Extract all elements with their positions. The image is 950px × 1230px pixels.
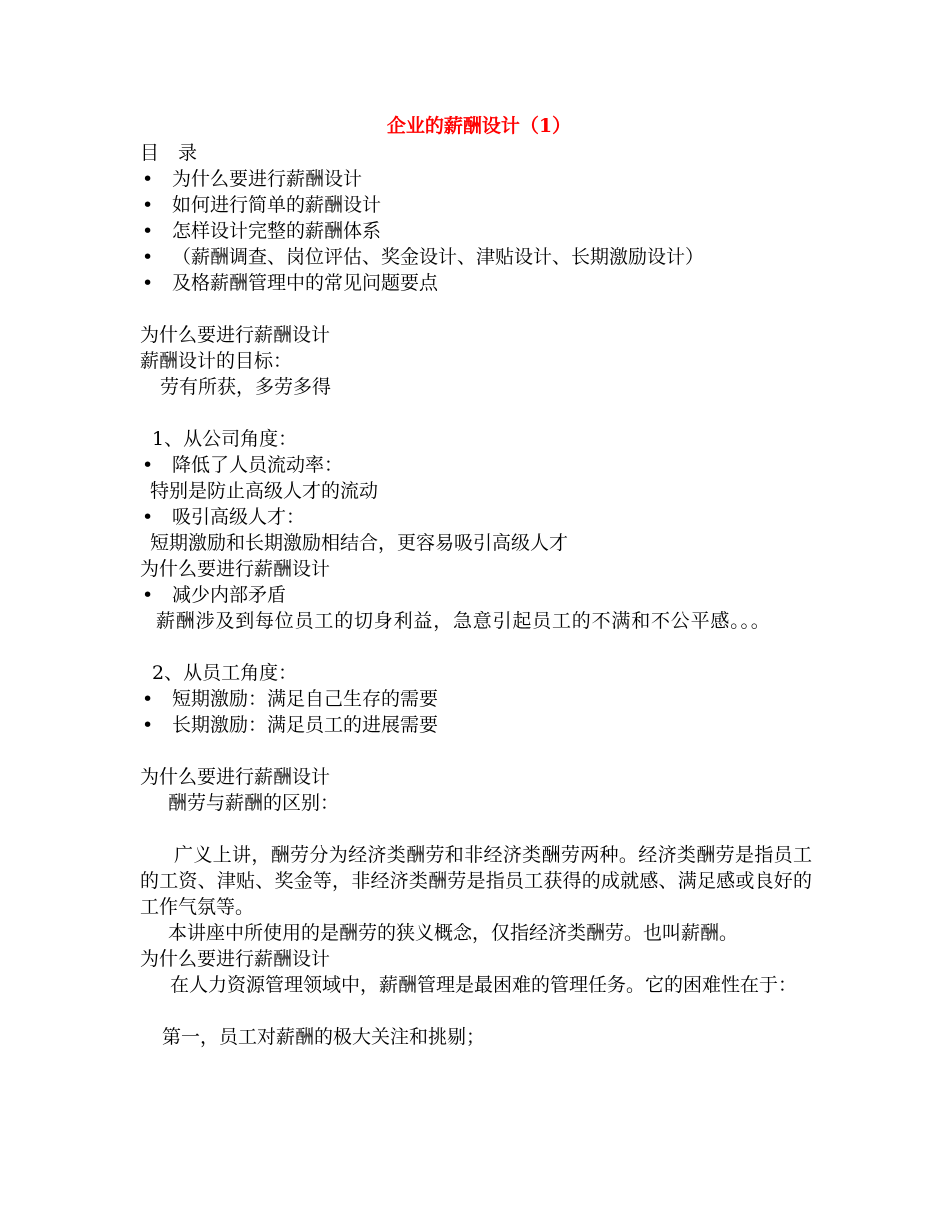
toc-item-text: 及格薪酬管理中的常见问题要点 — [172, 272, 439, 294]
section-subheading: 酬劳与薪酬的区别： — [168, 792, 340, 814]
bullet-icon: • — [142, 714, 154, 736]
paragraph: 第一，员工对薪酬的极大关注和挑剔； — [162, 1026, 486, 1048]
toc-item — [140, 166, 812, 192]
spacer — [140, 400, 812, 426]
bullet-icon: • — [142, 272, 154, 294]
toc-item — [140, 244, 812, 270]
list-item-text: 短期激励：满足自己生存的需要 — [172, 688, 439, 710]
employee-heading: 2、从员工角度： — [152, 662, 298, 684]
spacer — [140, 738, 812, 764]
spacer — [140, 998, 812, 1024]
bullet-icon: • — [142, 246, 154, 268]
bullet-icon: • — [142, 220, 154, 242]
bullet-icon: • — [142, 584, 154, 606]
toc-item-text: 如何进行简单的薪酬设计 — [172, 194, 382, 216]
toc-item — [140, 218, 812, 244]
section-heading: 为什么要进行薪酬设计 — [140, 948, 331, 970]
toc-item — [140, 192, 812, 218]
list-item-desc: 薪酬涉及到每位员工的切身利益，急意引起员工的不满和不公平感。。。 — [156, 610, 771, 632]
bullet-icon: • — [142, 688, 154, 710]
spacer — [140, 634, 812, 660]
list-item — [140, 504, 812, 530]
list-item — [140, 712, 812, 738]
goal-label: 薪酬设计的目标： — [140, 350, 293, 372]
section-heading: 为什么要进行薪酬设计 — [140, 324, 331, 346]
section-heading: 为什么要进行薪酬设计 — [140, 766, 331, 788]
spacer — [140, 296, 812, 322]
paragraph: 在人力资源管理领域中，薪酬管理是最困难的管理任务。它的困难性在于： — [170, 974, 798, 996]
toc-item — [140, 270, 812, 296]
toc-heading: 目 录 — [140, 142, 198, 164]
list-item-desc: 特别是防止高级人才的流动 — [150, 480, 379, 502]
bullet-icon: • — [142, 168, 154, 190]
toc-item-text: 怎样设计完整的薪酬体系 — [172, 220, 382, 242]
list-item — [140, 686, 812, 712]
list-item-text: 长期激励：满足员工的进展需要 — [172, 714, 439, 736]
list-item-text: 减少内部矛盾 — [172, 584, 287, 606]
document-title: 企业的薪酬设计（1） — [386, 115, 572, 137]
toc-item-text: （薪酬调查、岗位评估、奖金设计、津贴设计、长期激励设计） — [172, 246, 705, 268]
paragraph: 本讲座中所使用的是酬劳的狭义概念，仅指经济类酬劳。也叫薪酬。 — [168, 922, 739, 944]
list-item — [140, 452, 812, 478]
spacer — [140, 816, 812, 842]
toc-item-text: 为什么要进行薪酬设计 — [172, 168, 363, 190]
list-item-desc: 短期激励和长期激励相结合，更容易吸引高级人才 — [150, 532, 569, 554]
bullet-icon: • — [142, 194, 154, 216]
bullet-icon: • — [142, 454, 154, 476]
company-heading: 1、从公司角度： — [152, 428, 298, 450]
list-item — [140, 582, 812, 608]
goal-text: 劳有所获，多劳多得 — [160, 376, 332, 398]
list-item-text: 降低了人员流动率： — [172, 454, 344, 476]
bullet-icon: • — [142, 506, 154, 528]
paragraph: 广义上讲，酬劳分为经济类酬劳和非经济类酬劳两种。经济类酬劳是指员工的工资、津贴、奖金等，非经济类酬劳是指员工获得的成就感、满足感或良好的工作气氛等。 — [140, 844, 812, 918]
section-heading: 为什么要进行薪酬设计 — [140, 558, 331, 580]
document-page — [140, 112, 812, 1050]
list-item-text: 吸引高级人才： — [172, 506, 306, 528]
